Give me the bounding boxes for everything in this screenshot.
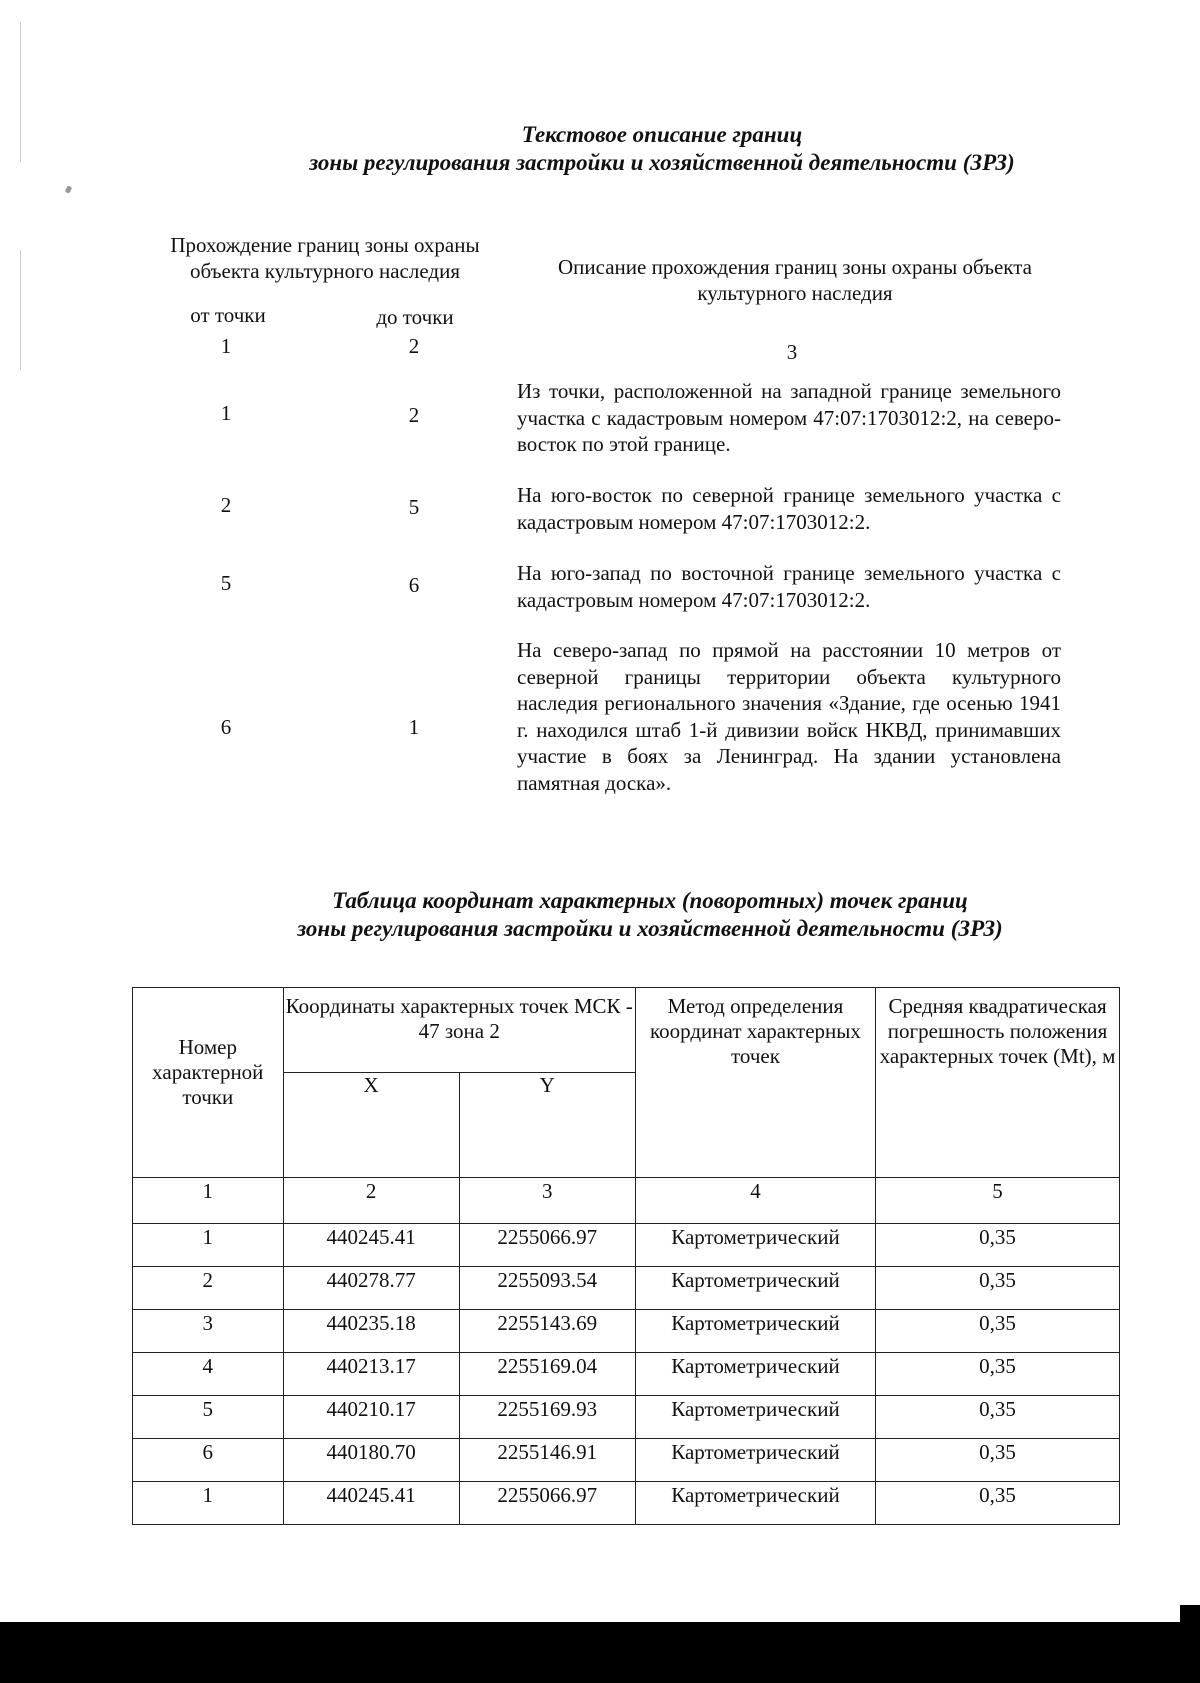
index-cell: 4 [635, 1178, 875, 1224]
method: Картометрический [635, 1310, 875, 1353]
table-row [133, 1396, 1120, 1439]
table-row [133, 1439, 1120, 1482]
error-value: 0,35 [876, 1482, 1120, 1525]
boundary-description: На юго-восток по северной границе земельного участка с кадастровым номером 47:07:1703012:2. [517, 483, 1061, 534]
point-number: 5 [133, 1396, 284, 1439]
title-line: Таблица координат характерных (поворотных) точек границ [332, 888, 968, 913]
scan-speck [65, 185, 72, 193]
error-value: 0,35 [876, 1439, 1120, 1482]
to-point-header: до точки [376, 305, 454, 329]
point-number: 1 [133, 1224, 284, 1267]
x-coordinate: 440235.18 [283, 1310, 459, 1353]
scan-artifact [20, 250, 21, 370]
method: Картометрический [635, 1353, 875, 1396]
y-coordinate: 2255066.97 [459, 1482, 635, 1525]
error-value: 0,35 [876, 1267, 1120, 1310]
y-coordinate: 2255146.91 [459, 1439, 635, 1482]
from-point: 5 [220, 571, 232, 595]
column-index: 1 [220, 334, 232, 358]
point-number-header: Номер характерной точки [133, 988, 284, 1178]
index-cell: 5 [876, 1178, 1120, 1224]
point-number: 3 [133, 1310, 284, 1353]
method: Картометрический [635, 1267, 875, 1310]
table-row [133, 1310, 1120, 1353]
from-point: 1 [220, 401, 232, 425]
table-index-row [133, 1178, 1120, 1224]
method-header: Метод определения координат характерных точек [635, 988, 875, 1178]
title-line: зоны регулирования застройки и хозяйственной деятельности (ЗРЗ) [297, 916, 1003, 941]
boundary-description: На северо-запад по прямой на расстоянии 10 метров от северной границы территории объекта культурного наследия регионального значения «Здание, где осенью 1941 г. находился штаб 1-й дивизии войск НКВД, принимавших участие в боях за Ленинград. На здании установлена памятная доска». [517, 638, 1061, 795]
to-point: 5 [408, 495, 420, 519]
to-point: 2 [408, 403, 420, 427]
y-coordinate: 2255066.97 [459, 1224, 635, 1267]
coordinates-header: Координаты характерных точек МСК - 47 зона 2 [283, 988, 635, 1073]
x-coordinate: 440180.70 [283, 1439, 459, 1482]
title-line: зоны регулирования застройки и хозяйственной деятельности (ЗРЗ) [309, 150, 1015, 175]
error-value: 0,35 [876, 1310, 1120, 1353]
error-header: Средняя квадратическая погрешность положения характерных точек (Mt), м [876, 988, 1120, 1178]
boundary-passage-header: Прохождение границ зоны охраны объекта культурного наследия [170, 233, 480, 283]
y-coordinate: 2255093.54 [459, 1267, 635, 1310]
from-point: 2 [220, 493, 232, 517]
x-coordinate: 440213.17 [283, 1353, 459, 1396]
text-description-title [62, 121, 1200, 177]
scan-border [0, 1622, 1200, 1683]
boundary-description: Из точки, расположенной на западной границе земельного участка с кадастровым номером 47:07:1703012:2, на северо-восток по этой границе. [517, 379, 1061, 456]
error-value: 0,35 [876, 1224, 1120, 1267]
index-cell: 3 [459, 1178, 635, 1224]
method: Картометрический [635, 1439, 875, 1482]
y-coordinate: 2255143.69 [459, 1310, 635, 1353]
to-point: 1 [408, 715, 420, 739]
point-number: 4 [133, 1353, 284, 1396]
point-number: 2 [133, 1267, 284, 1310]
boundary-description-header: Описание прохождения границ зоны охраны объекта культурного наследия [558, 255, 1032, 305]
index-cell: 2 [283, 1178, 459, 1224]
method: Картометрический [635, 1482, 875, 1525]
y-coordinate: 2255169.04 [459, 1353, 635, 1396]
from-point: 6 [220, 715, 232, 739]
index-cell: 1 [133, 1178, 284, 1224]
x-header: X [283, 1073, 459, 1178]
from-point-header: от точки [190, 303, 266, 327]
method: Картометрический [635, 1224, 875, 1267]
point-number: 1 [133, 1482, 284, 1525]
scan-artifact [20, 22, 21, 162]
error-value: 0,35 [876, 1353, 1120, 1396]
x-coordinate: 440210.17 [283, 1396, 459, 1439]
column-index: 2 [408, 334, 420, 358]
column-index: 3 [786, 340, 798, 364]
boundary-description: На юго-запад по восточной границе земельного участка с кадастровым номером 47:07:1703012:2. [517, 561, 1061, 612]
y-header: Y [459, 1073, 635, 1178]
coordinates-table [132, 987, 1120, 1525]
title-line: Текстовое описание границ [521, 122, 803, 147]
coordinates-table-title [50, 887, 1200, 943]
method: Картометрический [635, 1396, 875, 1439]
error-value: 0,35 [876, 1396, 1120, 1439]
to-point: 6 [408, 573, 420, 597]
table-row [133, 1267, 1120, 1310]
table-row [133, 1224, 1120, 1267]
y-coordinate: 2255169.93 [459, 1396, 635, 1439]
x-coordinate: 440245.41 [283, 1224, 459, 1267]
x-coordinate: 440278.77 [283, 1267, 459, 1310]
point-number: 6 [133, 1439, 284, 1482]
table-row [133, 1353, 1120, 1396]
x-coordinate: 440245.41 [283, 1482, 459, 1525]
table-row [133, 1482, 1120, 1525]
